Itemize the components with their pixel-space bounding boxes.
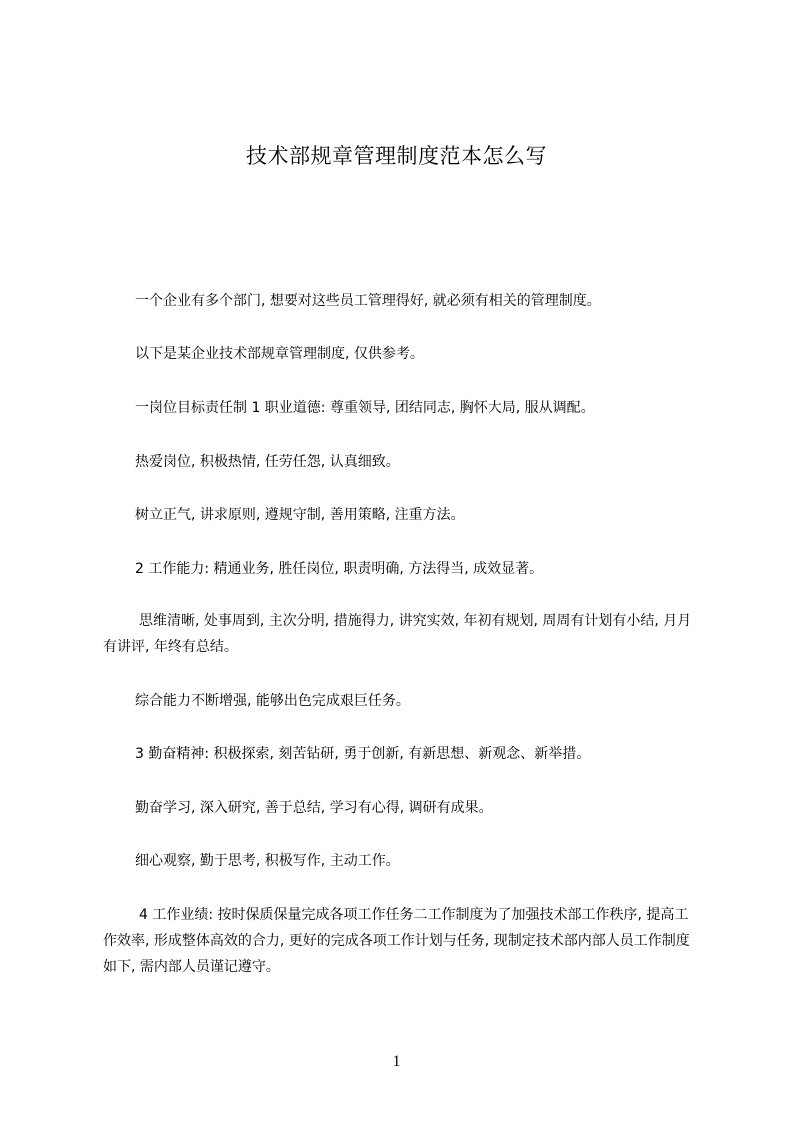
document-title: 技术部规章管理制度范本怎么写	[246, 144, 547, 168]
paragraph-6: 2 工作能力: 精通业务, 胜任岗位, 职责明确, 方法得当, 成效显著。	[135, 561, 544, 577]
paragraph-10: 勤奋学习, 深入研究, 善于总结, 学习有心得, 调研有成果。	[135, 800, 493, 816]
paragraph-3: 一岗位目标责任制 1 职业道德: 尊重领导, 团结同志, 胸怀大局, 服从调配。	[135, 400, 595, 416]
paragraph-12: 4 工作业绩: 按时保质保量完成各项工作任务二工作制度为了加强技术部工作秩序, 提高工作效率, 形成整体高效的合力, 更好的完成各项工作计划与任务, 现制定技术部内部人员工作制度如下, 需内部人员谨记遵守。	[103, 907, 690, 975]
paragraph-5: 树立正气, 讲求原则, 遵规守制, 善用策略, 注重方法。	[135, 507, 465, 523]
page-number: 1	[392, 1053, 401, 1070]
paragraph-11: 细心观察, 勤于思考, 积极写作, 主动工作。	[135, 853, 400, 869]
paragraph-7: 思维清晰, 处事周到, 主次分明, 措施得力, 讲究实效, 年初有规划, 周周有计划有小结, 月月有讲评, 年终有总结。	[103, 613, 692, 655]
paragraph-1: 一个企业有多个部门, 想要对这些员工管理得好, 就必须有相关的管理制度。	[135, 293, 601, 309]
paragraph-8: 综合能力不断增强, 能够出色完成艰巨任务。	[135, 693, 410, 709]
paragraph-2: 以下是某企业技术部规章管理制度, 仅供参考。	[135, 346, 424, 362]
paragraph-9: 3 勤奋精神: 积极探索, 刻苦钻研, 勇于创新, 有新思想、新观念、新举措。	[135, 746, 591, 762]
paragraph-4: 热爱岗位, 积极热情, 任劳任怨, 认真细致。	[135, 454, 400, 470]
